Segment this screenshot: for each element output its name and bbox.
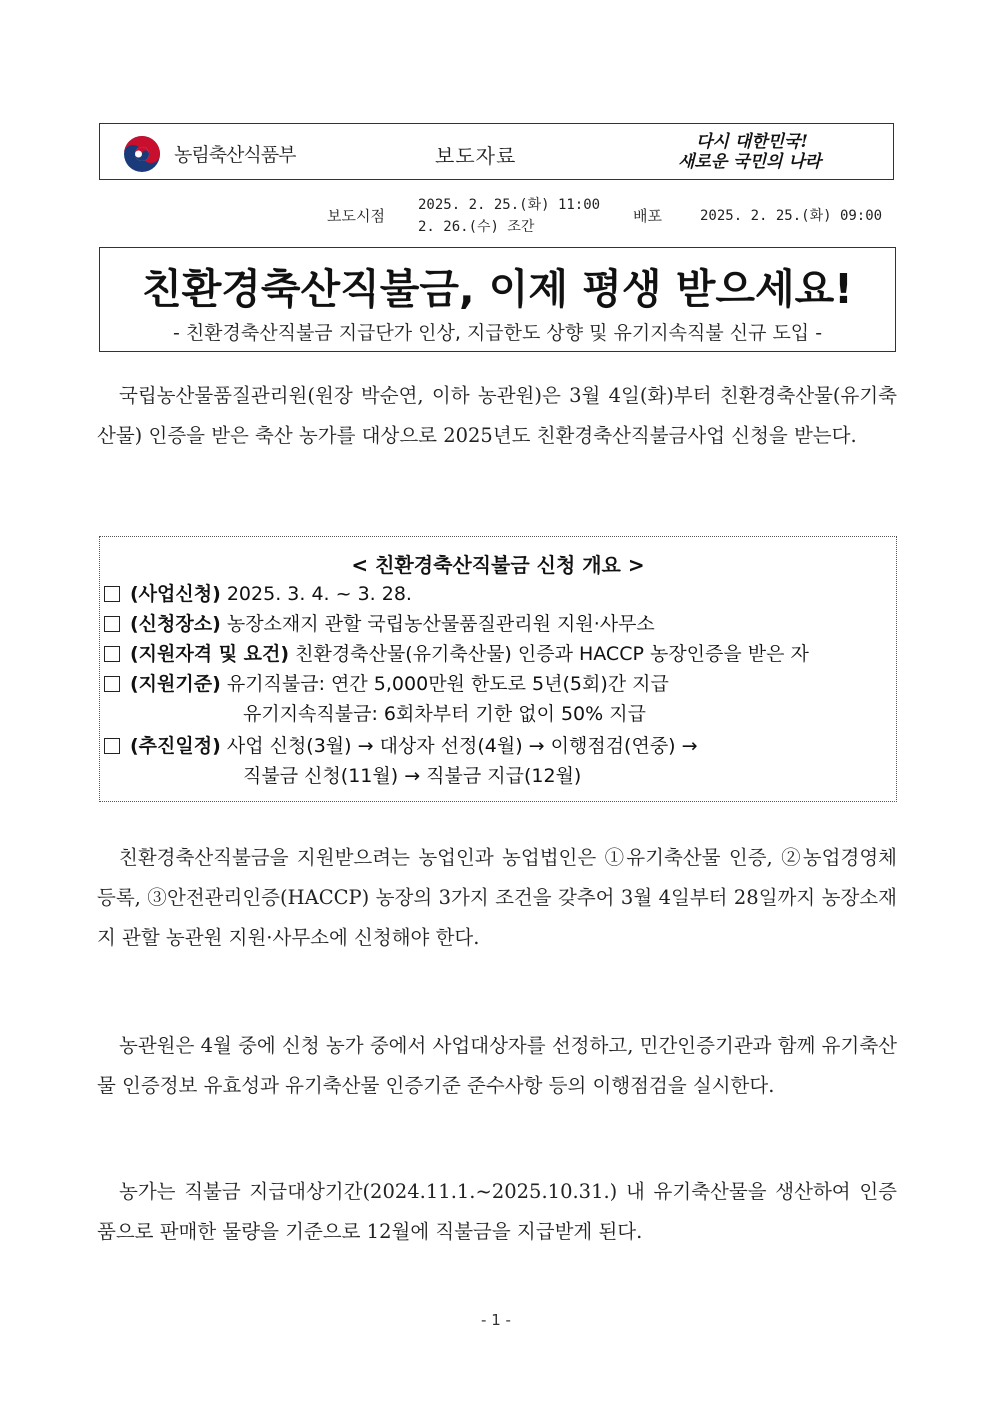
release-label: 보도시점 [327, 207, 385, 225]
body-paragraph-4 [97, 1172, 897, 1252]
checkbox-square-icon [104, 676, 120, 692]
overview-row-text: 유기직불금: 연간 5,000만원 한도로 5년(5회)간 지급 [226, 673, 669, 695]
paragraph-text: 친환경축산직불금을 지원받으려는 농업인과 농업법인은 ①유기축산물 인증, ②농업경영체 등록, ③안전관리인증(HACCP) 농장의 3가지 조건을 갖추어 3월 4일부터 28일까지 농장소재지 관할 농관원 지원·사무소에 신청해야 한다. [97, 846, 897, 949]
slogan [672, 128, 872, 176]
overview-row-schedule [104, 731, 698, 761]
page-number: - 1 - [481, 1311, 511, 1329]
checkbox-square-icon [104, 646, 120, 662]
overview-row-application-place [104, 609, 655, 639]
main-title: 친환경축산직불금, 이제 평생 받으세요! [142, 265, 853, 313]
overview-row-label: (지원자격 및 요건) [130, 643, 290, 665]
checkbox-square-icon [104, 738, 120, 754]
overview-title: < 친환경축산직불금 신청 개요 > [351, 553, 645, 577]
overview-row-label: (추진일정) [130, 735, 221, 757]
overview-row-text: 친환경축산물(유기축산물) 인증과 HACCP 농장인증을 받은 자 [295, 643, 809, 665]
overview-row-text: 농장소재지 관할 국립농산물품질관리원 지원·사무소 [226, 613, 655, 635]
overview-row-application-period [104, 579, 412, 609]
overview-row-text: 사업 신청(3월) → 대상자 선정(4월) → 이행점검(연중) → [226, 735, 698, 757]
distribution-label: 배포 [633, 207, 662, 225]
ministry-name: 농림축산식품부 [174, 144, 296, 166]
header-box [99, 123, 894, 180]
taegeuk-logo-icon [122, 134, 162, 174]
overview-row-label: (신청장소) [130, 613, 221, 635]
paragraph-text: 국립농산물품질관리원(원장 박순연, 이하 농관원)은 3월 4일(화)부터 친환경축산물(유기축산물) 인증을 받은 축산 농가를 대상으로 2025년도 친환경축산직불금사업 신청을 받는다. [97, 384, 897, 447]
checkbox-square-icon [104, 616, 120, 632]
title-box [99, 247, 896, 352]
release-time: 2025. 2. 25.(화) 11:00 [418, 197, 601, 213]
slogan-line-1: 다시 대한민국! [696, 132, 808, 152]
overview-row-schedule-continued: 직불금 신청(11월) → 직불금 지급(12월) [243, 765, 582, 787]
overview-row-label: (지원기준) [130, 673, 221, 695]
body-paragraph-1 [97, 376, 897, 456]
release-embargo: 2. 26.(수) 조간 [418, 219, 535, 235]
body-paragraph-2 [97, 838, 897, 958]
body-paragraph-3 [97, 1026, 897, 1106]
overview-row-eligibility [104, 639, 809, 669]
slogan-line-2: 새로운 국민의 나라 [678, 152, 822, 172]
paragraph-text: 농관원은 4월 중에 신청 농가 중에서 사업대상자를 선정하고, 민간인증기관과 함께 유기축산물 인증정보 유효성과 유기축산물 인증기준 준수사항 등의 이행점검을 실시한다. [97, 1034, 897, 1097]
doc-type-label: 보도자료 [435, 144, 517, 168]
checkbox-square-icon [104, 586, 120, 602]
distribution-time: 2025. 2. 25.(화) 09:00 [700, 208, 883, 224]
sub-title: - 친환경축산직불금 지급단가 인상, 지급한도 상향 및 유기지속직불 신규 도입 - [172, 322, 823, 344]
overview-row-support-criteria-continued: 유기지속직불금: 6회차부터 기한 없이 50% 지급 [243, 703, 646, 725]
overview-row-label: (사업신청) [130, 583, 221, 605]
paragraph-text: 농가는 직불금 지급대상기간(2024.11.1.~2025.10.31.) 내 유기축산물을 생산하여 인증품으로 판매한 물량을 기준으로 12월에 직불금을 지급받게 된다. [97, 1180, 897, 1243]
overview-box [99, 536, 897, 802]
overview-row-support-criteria [104, 669, 669, 699]
overview-row-text: 2025. 3. 4. ~ 3. 28. [226, 583, 412, 605]
